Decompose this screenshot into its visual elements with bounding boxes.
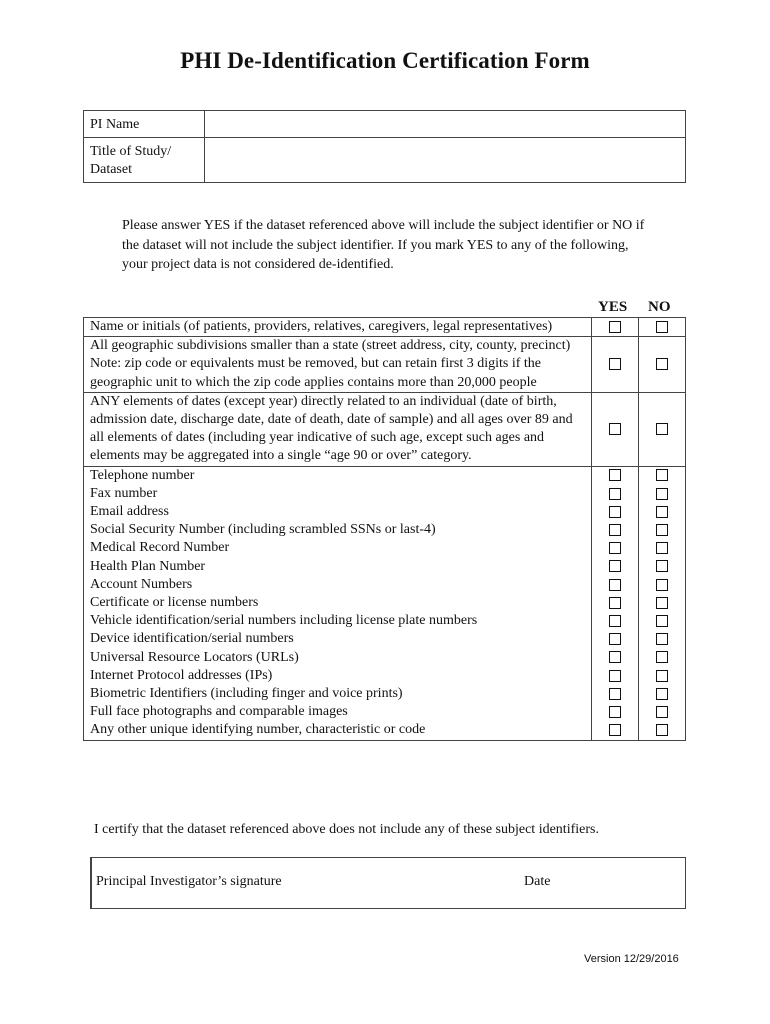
- identifier-label: Email address: [84, 503, 592, 521]
- yes-checkbox[interactable]: [609, 358, 621, 370]
- identifier-row: [84, 539, 686, 557]
- no-checkbox[interactable]: [656, 560, 668, 572]
- study-info-table: [83, 110, 686, 183]
- identifier-row: [84, 558, 686, 576]
- identifier-yes-cell: [591, 576, 639, 594]
- no-column-header: NO: [648, 299, 671, 315]
- no-checkbox[interactable]: [656, 524, 668, 536]
- yes-checkbox[interactable]: [609, 651, 621, 663]
- no-checkbox[interactable]: [656, 488, 668, 500]
- no-checkbox[interactable]: [656, 579, 668, 591]
- identifier-label: Medical Record Number: [84, 539, 592, 557]
- yes-checkbox[interactable]: [609, 670, 621, 682]
- identifier-label: Account Numbers: [84, 576, 592, 594]
- identifier-no-cell: [639, 337, 686, 393]
- identifier-label: Any other unique identifying number, characteristic or code: [84, 721, 592, 740]
- identifier-row: [84, 667, 686, 685]
- identifier-table: [83, 317, 686, 741]
- identifier-label: Full face photographs and comparable images: [84, 703, 592, 721]
- instructions-text: Please answer YES if the dataset referenced above will include the subject identifier or NO if the dataset will not include the subject identifier. If you mark YES to any of the following, your project data is not considered de-identified.: [122, 218, 645, 272]
- yes-checkbox[interactable]: [609, 506, 621, 518]
- identifier-yes-cell: [591, 594, 639, 612]
- study-title-label: Title of Study/ Dataset: [84, 138, 205, 183]
- identifier-yes-cell: [591, 667, 639, 685]
- identifier-label: Name or initials (of patients, providers, relatives, caregivers, legal representatives): [84, 318, 592, 337]
- identifier-yes-cell: [591, 558, 639, 576]
- identifier-row: [84, 576, 686, 594]
- version-label: Version 12/29/2016: [584, 953, 679, 965]
- identifier-row: [84, 392, 686, 466]
- yes-checkbox[interactable]: [609, 688, 621, 700]
- no-checkbox[interactable]: [656, 688, 668, 700]
- no-checkbox[interactable]: [656, 597, 668, 609]
- study-title-field[interactable]: [205, 138, 686, 183]
- identifier-no-cell: [639, 576, 686, 594]
- no-checkbox[interactable]: [656, 506, 668, 518]
- yes-checkbox[interactable]: [609, 615, 621, 627]
- identifier-no-cell: [639, 392, 686, 466]
- no-checkbox[interactable]: [656, 633, 668, 645]
- yes-checkbox[interactable]: [609, 633, 621, 645]
- date-label: Date: [524, 874, 551, 889]
- identifier-label: Health Plan Number: [84, 558, 592, 576]
- identifier-no-cell: [639, 649, 686, 667]
- identifier-row: [84, 703, 686, 721]
- identifier-row: [84, 721, 686, 740]
- identifier-label: ANY elements of dates (except year) directly related to an individual (date of birth, admission date, discharge date, date of death, date of sample) and all ages over 89 and all elements of dates (including year indicative of such age, except such ages and elements may be aggregated into a single “age 90 or over” category.: [84, 392, 592, 466]
- pi-signature-label: Principal Investigator’s signature: [96, 874, 282, 889]
- certification-statement: I certify that the dataset referenced above does not include any of these subject identifiers.: [94, 822, 599, 837]
- identifier-row: [84, 503, 686, 521]
- identifier-label: Biometric Identifiers (including finger and voice prints): [84, 685, 592, 703]
- no-checkbox[interactable]: [656, 724, 668, 736]
- identifier-no-cell: [639, 721, 686, 740]
- identifier-row: [84, 630, 686, 648]
- identifier-yes-cell: [591, 721, 639, 740]
- identifier-yes-cell: [591, 318, 639, 337]
- identifier-row: [84, 337, 686, 393]
- yes-checkbox[interactable]: [609, 469, 621, 481]
- identifier-no-cell: [639, 318, 686, 337]
- identifier-label: Telephone number: [84, 466, 592, 485]
- no-checkbox[interactable]: [656, 321, 668, 333]
- pi-name-field[interactable]: [205, 111, 686, 138]
- identifier-no-cell: [639, 539, 686, 557]
- yes-checkbox[interactable]: [609, 321, 621, 333]
- no-checkbox[interactable]: [656, 358, 668, 370]
- identifier-no-cell: [639, 703, 686, 721]
- identifier-no-cell: [639, 558, 686, 576]
- identifier-label: Internet Protocol addresses (IPs): [84, 667, 592, 685]
- identifier-label: Device identification/serial numbers: [84, 630, 592, 648]
- identifier-yes-cell: [591, 612, 639, 630]
- identifier-row: [84, 466, 686, 485]
- yes-checkbox[interactable]: [609, 724, 621, 736]
- identifier-yes-cell: [591, 337, 639, 393]
- identifier-yes-cell: [591, 630, 639, 648]
- identifier-row: [84, 594, 686, 612]
- identifier-row: [84, 485, 686, 503]
- no-checkbox[interactable]: [656, 651, 668, 663]
- identifier-label: Fax number: [84, 485, 592, 503]
- no-checkbox[interactable]: [656, 615, 668, 627]
- no-checkbox[interactable]: [656, 706, 668, 718]
- yes-checkbox[interactable]: [609, 524, 621, 536]
- identifier-label: Social Security Number (including scrambled SSNs or last-4): [84, 521, 592, 539]
- identifier-no-cell: [639, 594, 686, 612]
- no-checkbox[interactable]: [656, 670, 668, 682]
- yes-checkbox[interactable]: [609, 560, 621, 572]
- yes-checkbox[interactable]: [609, 423, 621, 435]
- identifier-yes-cell: [591, 703, 639, 721]
- identifier-no-cell: [639, 521, 686, 539]
- identifier-yes-cell: [591, 521, 639, 539]
- identifier-no-cell: [639, 685, 686, 703]
- identifier-no-cell: [639, 630, 686, 648]
- yes-column-header: YES: [598, 299, 628, 315]
- identifier-no-cell: [639, 503, 686, 521]
- no-checkbox[interactable]: [656, 542, 668, 554]
- identifier-no-cell: [639, 485, 686, 503]
- identifier-row: [84, 685, 686, 703]
- identifier-yes-cell: [591, 485, 639, 503]
- no-checkbox[interactable]: [656, 469, 668, 481]
- identifier-yes-cell: [591, 392, 639, 466]
- identifier-no-cell: [639, 466, 686, 485]
- identifier-yes-cell: [591, 503, 639, 521]
- yes-checkbox[interactable]: [609, 579, 621, 591]
- no-checkbox[interactable]: [656, 423, 668, 435]
- identifier-row: [84, 612, 686, 630]
- identifier-label: Universal Resource Locators (URLs): [84, 649, 592, 667]
- identifier-row: [84, 318, 686, 337]
- identifier-yes-cell: [591, 539, 639, 557]
- signature-box[interactable]: [90, 857, 686, 909]
- identifier-no-cell: [639, 612, 686, 630]
- identifier-yes-cell: [591, 649, 639, 667]
- pi-name-label: PI Name: [84, 111, 205, 138]
- form-title: PHI De-Identification Certification Form: [180, 48, 590, 73]
- identifier-yes-cell: [591, 466, 639, 485]
- identifier-label: All geographic subdivisions smaller than a state (street address, city, county, precinct) Note: zip code or equivalents must be removed, but can retain first 3 digits if the geographic unit to which the zip code applies contains more than 20,000 people: [84, 337, 592, 393]
- yes-checkbox[interactable]: [609, 706, 621, 718]
- identifier-label: Certificate or license numbers: [84, 594, 592, 612]
- yes-checkbox[interactable]: [609, 488, 621, 500]
- yes-checkbox[interactable]: [609, 542, 621, 554]
- identifier-row: [84, 649, 686, 667]
- identifier-label: Vehicle identification/serial numbers including license plate numbers: [84, 612, 592, 630]
- identifier-row: [84, 521, 686, 539]
- yes-checkbox[interactable]: [609, 597, 621, 609]
- identifier-no-cell: [639, 667, 686, 685]
- identifier-yes-cell: [591, 685, 639, 703]
